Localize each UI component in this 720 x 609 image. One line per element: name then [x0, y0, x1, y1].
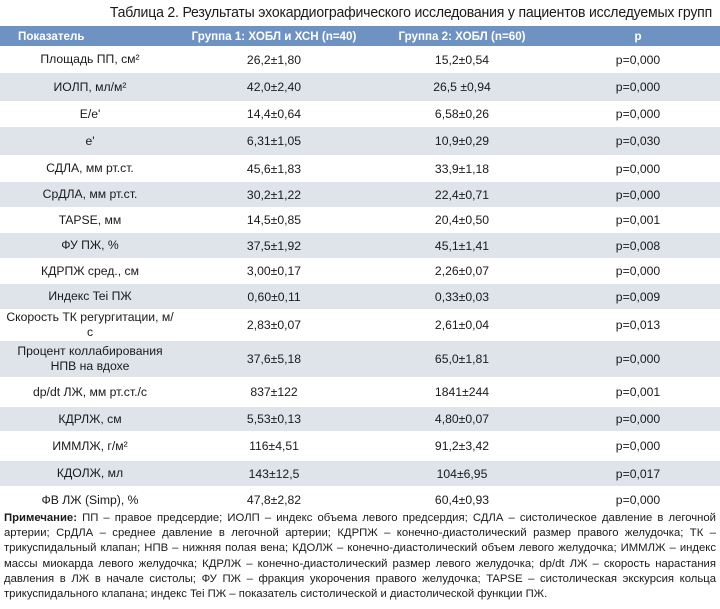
cell-group-1: 14,5±0,85 — [180, 208, 368, 233]
table-row — [0, 310, 720, 341]
cell-indicator: dp/dt ЛЖ, мм рт.ст./с — [0, 378, 180, 407]
cell-group-2: 91,2±3,42 — [368, 432, 556, 461]
cell-group-1: 47,8±2,82 — [180, 487, 368, 514]
cell-p: p=0,000 — [556, 182, 720, 208]
cell-p: p=0,000 — [556, 432, 720, 461]
cell-group-1: 0,60±0,11 — [180, 284, 368, 310]
table-note — [4, 511, 716, 602]
cell-group-1: 837±122 — [180, 378, 368, 407]
cell-group-2: 1841±244 — [368, 378, 556, 407]
cell-group-1: 3,00±0,17 — [180, 259, 368, 284]
table-row — [0, 182, 720, 208]
cell-group-1: 37,5±1,92 — [180, 233, 368, 259]
cell-group-1: 5,53±0,13 — [180, 407, 368, 432]
table-row — [0, 407, 720, 432]
cell-indicator: КДРЛЖ, см — [0, 407, 180, 432]
cell-group-1: 30,2±1,22 — [180, 182, 368, 208]
cell-group-2: 6,58±0,26 — [368, 102, 556, 127]
header-indicator: Показатель — [0, 26, 180, 47]
cell-p: p=0,000 — [556, 259, 720, 284]
cell-indicator: КДРПЖ сред., см — [0, 259, 180, 284]
cell-group-2: 2,61±0,04 — [368, 310, 556, 341]
cell-group-1: 6,31±1,05 — [180, 127, 368, 156]
table-row — [0, 432, 720, 461]
cell-indicator: СрДЛА, мм рт.ст. — [0, 182, 180, 208]
cell-group-1: 2,83±0,07 — [180, 310, 368, 341]
cell-group-1: 116±4,51 — [180, 432, 368, 461]
table-row — [0, 233, 720, 259]
cell-indicator: Скорость ТК регургитации, м/с — [0, 310, 180, 341]
cell-group-1: 45,6±1,83 — [180, 156, 368, 182]
cell-group-2: 26,5 ±0,94 — [368, 73, 556, 102]
cell-p: p=0,017 — [556, 461, 720, 487]
cell-indicator: e' — [0, 127, 180, 156]
table-row — [0, 341, 720, 378]
echo-results-table — [0, 26, 720, 514]
note-label: Примечание: — [4, 512, 77, 524]
cell-p: p=0,030 — [556, 127, 720, 156]
cell-group-2: 15,2±0,54 — [368, 47, 556, 73]
cell-indicator: ИММЛЖ, г/м² — [0, 432, 180, 461]
cell-p: p=0,000 — [556, 156, 720, 182]
cell-group-2: 65,0±1,81 — [368, 341, 556, 378]
cell-indicator: Индекс Tei ПЖ — [0, 284, 180, 310]
table-row — [0, 102, 720, 127]
table-row — [0, 73, 720, 102]
header-group-1: Группа 1: ХОБЛ и ХСН (n=40) — [180, 26, 368, 47]
cell-indicator: E/e' — [0, 102, 180, 127]
note-text: ПП – правое предсердие; ИОЛП – индекс объема левого предсердия; СДЛА – систолическое давление в легочной артерии; СрДЛА – среднее давление в легочной артерии; КДРПЖ – конечно-диастолический размер правого желудочка; ТК – трикуспидальный клапан; НПВ – нижняя полая вена; КДОЛЖ – конечно-диастолический объем левого желудочка; ИММЛЖ – индекс массы миокарда левого желудочка; КДРЛЖ – конечно-диастолический размер левого желудочка; dp/dt ЛЖ – скорость нарастания давления в ЛЖ в начале систолы; ФУ ПЖ – фракция укорочения правого желудочка; TAPSE – систолическая экскурсия кольца трикуспидального клапана; индекс Tei ПЖ – показатель систолической и диастолической функции ПЖ. — [4, 512, 716, 601]
table-caption: Таблица 2. Результаты эхокардиографического исследования у пациентов исследуемых групп — [109, 5, 712, 21]
cell-group-1: 14,4±0,64 — [180, 102, 368, 127]
cell-group-2: 10,9±0,29 — [368, 127, 556, 156]
cell-indicator: Процент коллабирования НПВ на вдохе — [0, 341, 180, 378]
cell-indicator: ИОЛП, мл/м² — [0, 73, 180, 102]
cell-group-2: 4,80±0,07 — [368, 407, 556, 432]
cell-group-2: 45,1±1,41 — [368, 233, 556, 259]
table-body — [0, 47, 720, 514]
cell-group-2: 2,26±0,07 — [368, 259, 556, 284]
table-row — [0, 156, 720, 182]
cell-group-2: 33,9±1,18 — [368, 156, 556, 182]
cell-p: p=0,013 — [556, 310, 720, 341]
cell-p: p=0,001 — [556, 208, 720, 233]
cell-indicator: ФВ ЛЖ (Simp), % — [0, 487, 180, 514]
table-row — [0, 487, 720, 514]
cell-indicator: КДОЛЖ, мл — [0, 461, 180, 487]
cell-indicator: Площадь ПП, см² — [0, 47, 180, 73]
cell-p: p=0,000 — [556, 341, 720, 378]
table-header-row — [0, 26, 720, 47]
cell-indicator: TAPSE, мм — [0, 208, 180, 233]
cell-p: p=0,000 — [556, 407, 720, 432]
cell-group-2: 0,33±0,03 — [368, 284, 556, 310]
cell-p: p=0,000 — [556, 487, 720, 514]
cell-indicator: СДЛА, мм рт.ст. — [0, 156, 180, 182]
table-row — [0, 259, 720, 284]
cell-group-2: 60,4±0,93 — [368, 487, 556, 514]
table-row — [0, 127, 720, 156]
table-row — [0, 47, 720, 73]
cell-group-1: 143±12,5 — [180, 461, 368, 487]
cell-group-2: 104±6,95 — [368, 461, 556, 487]
table-row — [0, 208, 720, 233]
cell-group-1: 26,2±1,80 — [180, 47, 368, 73]
table-row — [0, 284, 720, 310]
cell-p: p=0,009 — [556, 284, 720, 310]
cell-group-2: 20,4±0,50 — [368, 208, 556, 233]
cell-p: p=0,000 — [556, 73, 720, 102]
cell-p: p=0,000 — [556, 47, 720, 73]
cell-p: p=0,008 — [556, 233, 720, 259]
cell-indicator: ФУ ПЖ, % — [0, 233, 180, 259]
cell-group-1: 37,6±5,18 — [180, 341, 368, 378]
table-row — [0, 378, 720, 407]
cell-p: p=0,001 — [556, 378, 720, 407]
header-p: p — [556, 26, 720, 47]
table-row — [0, 461, 720, 487]
cell-group-2: 22,4±0,71 — [368, 182, 556, 208]
cell-p: p=0,000 — [556, 102, 720, 127]
header-group-2: Группа 2: ХОБЛ (n=60) — [368, 26, 556, 47]
cell-group-1: 42,0±2,40 — [180, 73, 368, 102]
